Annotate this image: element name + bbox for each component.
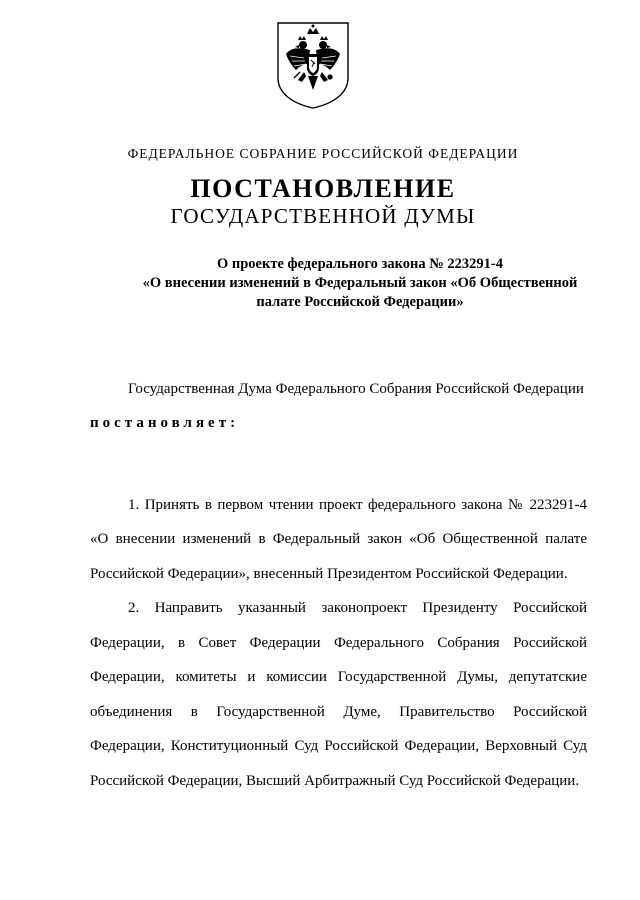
subject-line: палате Российской Федерации» (256, 294, 464, 310)
decree-title: ПОСТАНОВЛЕНИЕ (190, 174, 456, 203)
federal-assembly-heading: ФЕДЕРАЛЬНОЕ СОБРАНИЕ РОССИЙСКОЙ ФЕДЕРАЦИИ (127, 146, 519, 161)
item-2-line: объединения в Государственной Думе, Правительство Российской (90, 704, 587, 720)
subject-line: «О внесении изменений в Федеральный закон «Об Общественной (142, 275, 578, 291)
subject-line: О проекте федерального закона № 223291-4 (216, 256, 504, 272)
resolves-text: постановляет: (90, 415, 240, 431)
preamble-text: Государственная Дума Федерального Собрания Российской Федерации (128, 381, 584, 397)
item-2-line: 2. Направить указанный законопроект Президенту Российской (128, 600, 587, 616)
decree-subject (100, 255, 620, 312)
item-2-line: Федерации, комитеты и комиссии Государственной Думы, депутатские (90, 669, 587, 685)
item-2-line: Российской Федерации, Высший Арбитражный Суд Российской Федерации. (90, 773, 580, 789)
item-2-line: Федерации, Конституционный Суд Российской Федерации, Верховный Суд (90, 738, 587, 754)
item-2-line: Федерации, в Совет Федерации Федерального Собрания Российской (90, 635, 587, 651)
item-1-line: Российской Федерации», внесенный Президентом Российской Федерации. (90, 566, 568, 582)
state-duma-subtitle: ГОСУДАРСТВЕННОЙ ДУМЫ (170, 204, 476, 228)
item-1-line: 1. Принять в первом чтении проект федерального закона № 223291-4 (128, 497, 587, 513)
coat-of-arms-emblem (274, 20, 352, 110)
double-headed-eagle-icon (274, 20, 352, 110)
item-1-line: «О внесении изменений в Федеральный закон «Об Общественной палате (90, 531, 587, 547)
